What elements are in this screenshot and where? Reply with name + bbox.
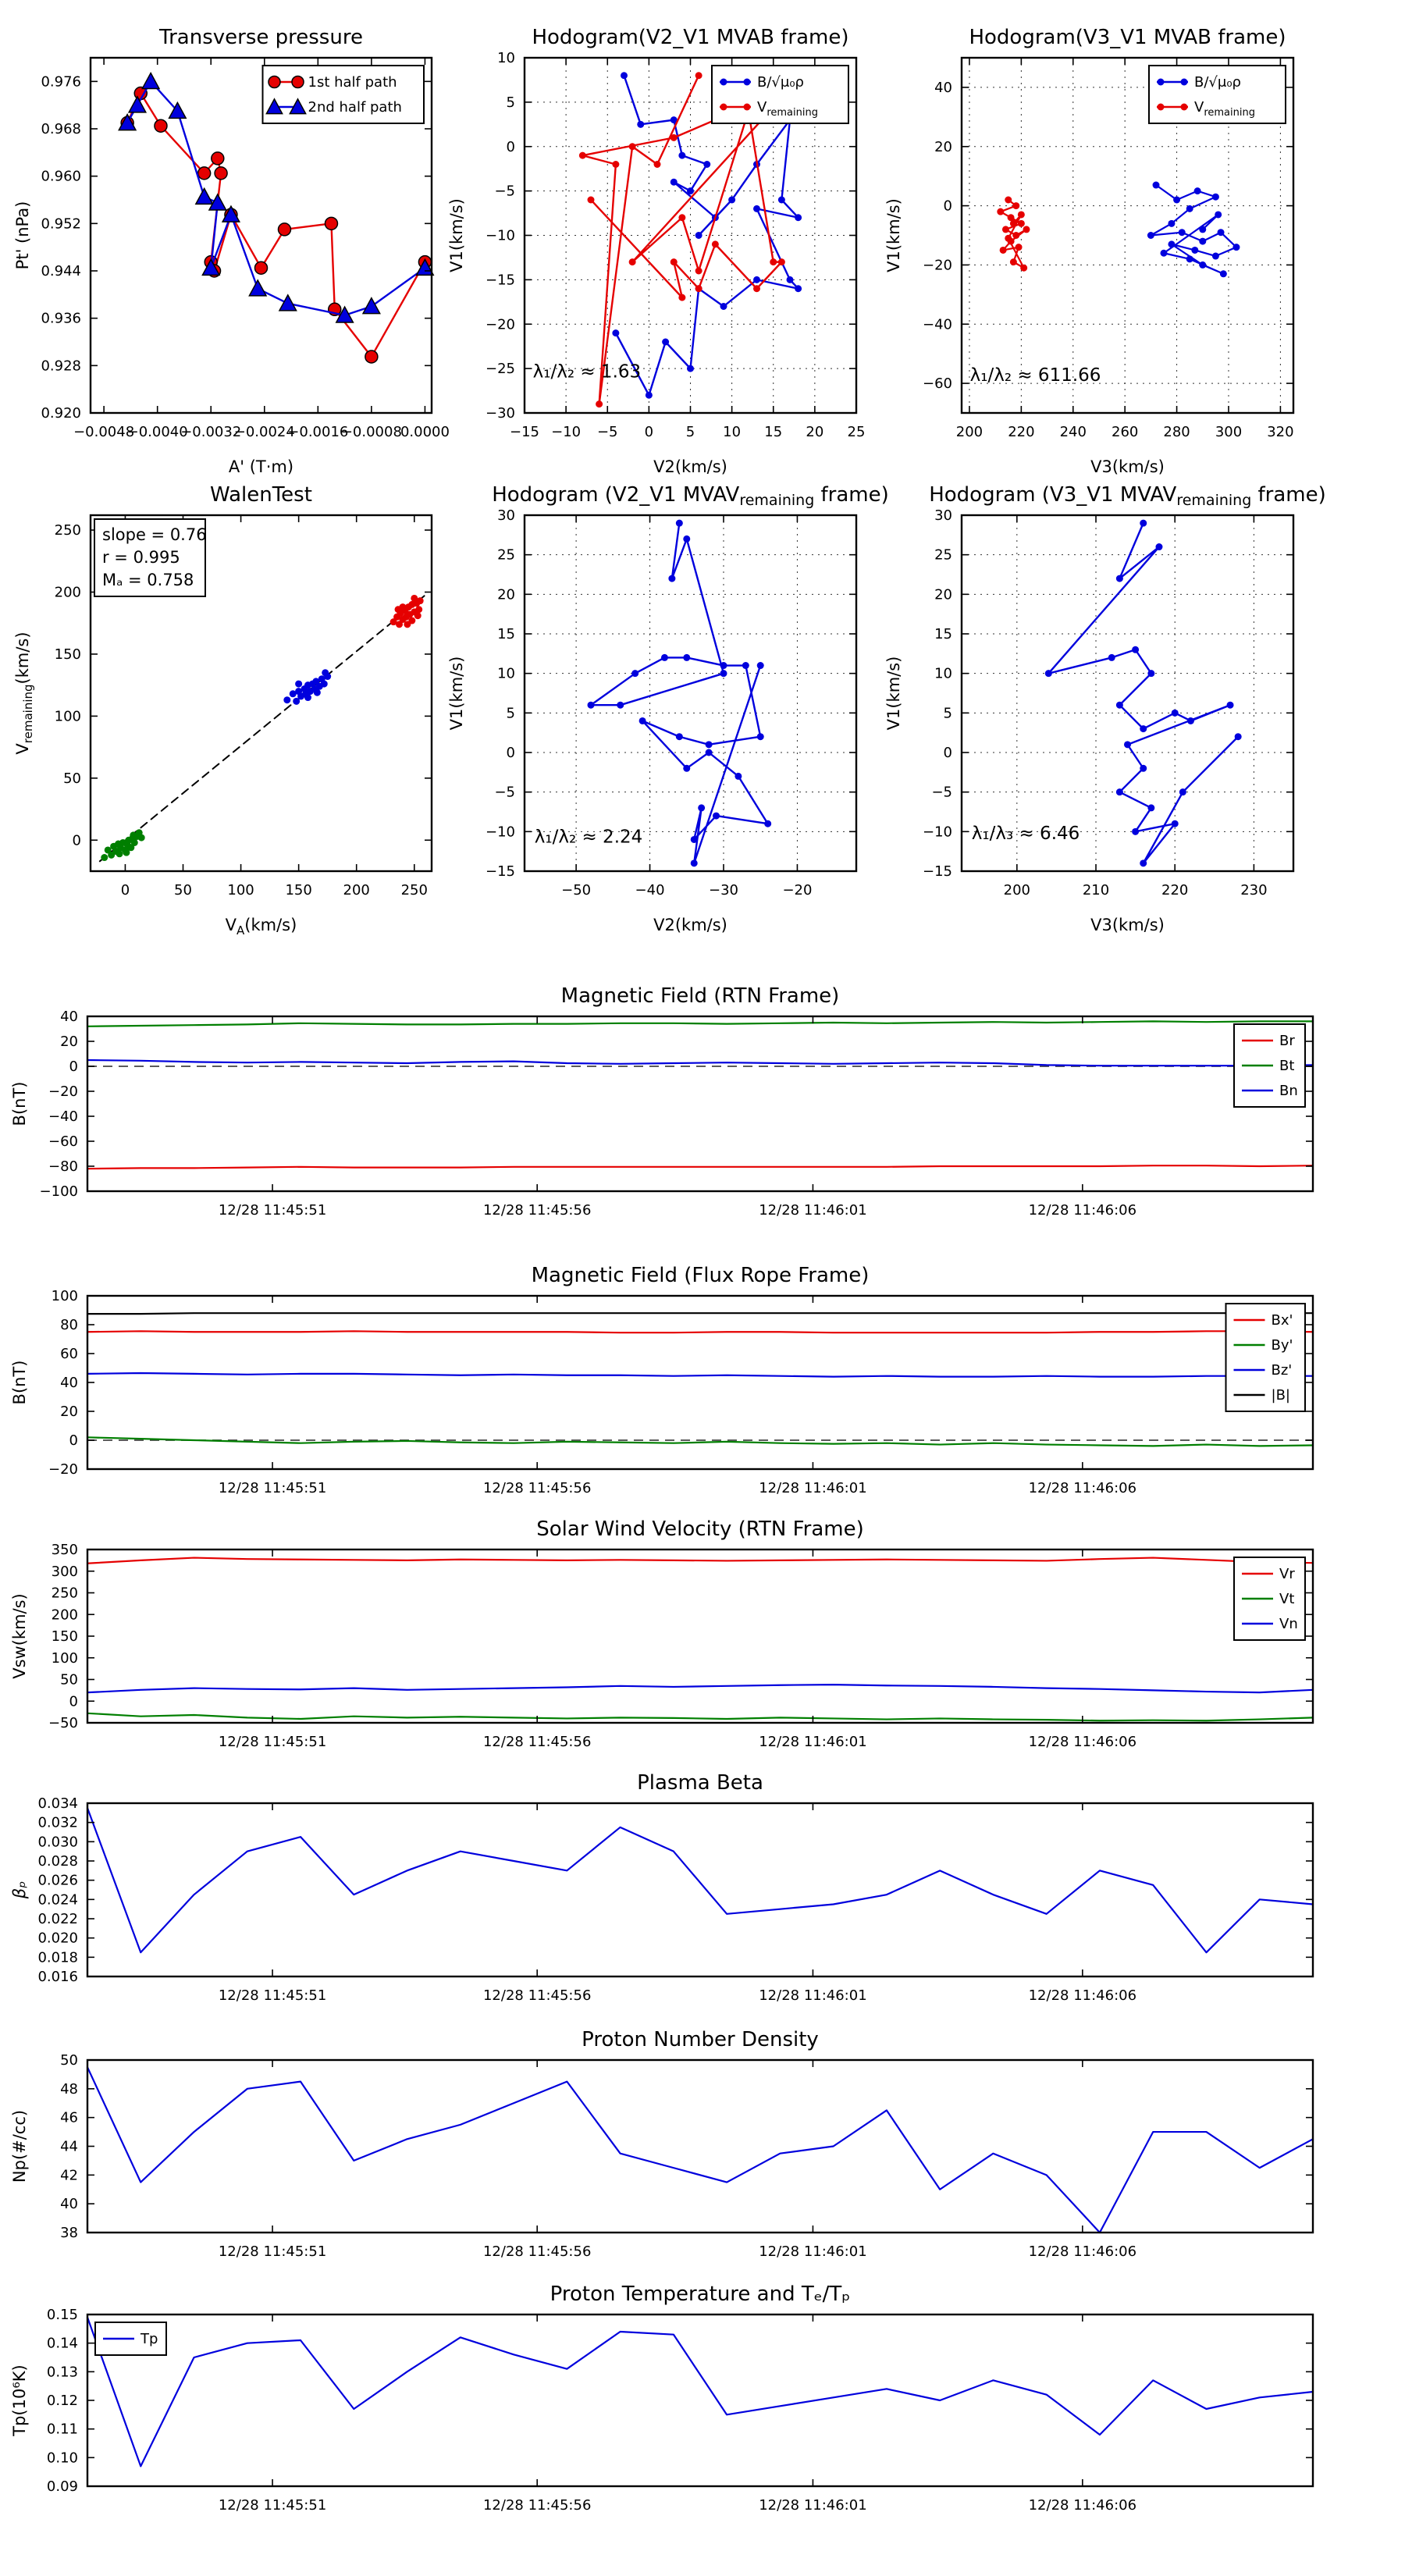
svg-text:0.09: 0.09 bbox=[46, 2478, 78, 2495]
svg-text:200: 200 bbox=[343, 882, 370, 898]
svg-text:12/28 11:45:51: 12/28 11:45:51 bbox=[218, 1987, 327, 2004]
svg-text:15: 15 bbox=[764, 424, 783, 440]
svg-text:280: 280 bbox=[1163, 424, 1190, 440]
svg-text:−25: −25 bbox=[486, 361, 515, 378]
svg-text:−10: −10 bbox=[486, 824, 515, 841]
svg-text:0.016: 0.016 bbox=[37, 1969, 78, 1985]
svg-text:5: 5 bbox=[943, 705, 952, 722]
svg-text:−5: −5 bbox=[931, 784, 952, 801]
svg-text:Tp: Tp bbox=[140, 2331, 158, 2347]
svg-text:−0.0016: −0.0016 bbox=[287, 424, 349, 440]
svg-text:80: 80 bbox=[60, 1317, 78, 1333]
svg-text:−50: −50 bbox=[561, 882, 592, 898]
svg-text:12/28 11:46:06: 12/28 11:46:06 bbox=[1028, 2497, 1137, 2514]
svg-text:Vremaining: $V_{remaining}$ bbox=[1194, 99, 1255, 119]
proton-density-ylabel: Np(#/cc) bbox=[10, 2109, 29, 2183]
svg-text:300: 300 bbox=[1215, 424, 1243, 440]
svg-text:Vn: Vn bbox=[1279, 1616, 1298, 1632]
svg-text:0: 0 bbox=[943, 197, 952, 215]
svg-text:−15: −15 bbox=[486, 272, 515, 289]
svg-text:12/28 11:46:06: 12/28 11:46:06 bbox=[1028, 1202, 1137, 1219]
svg-text:30: 30 bbox=[934, 507, 952, 524]
svg-text:100: 100 bbox=[54, 708, 81, 725]
svg-text:0.022: 0.022 bbox=[37, 1911, 78, 1927]
hodogram-v3v1-mvab-ylabel: V1(km/s) bbox=[884, 198, 903, 272]
svg-text:12/28 11:46:01: 12/28 11:46:01 bbox=[759, 1480, 867, 1496]
svg-text:0: 0 bbox=[506, 138, 515, 155]
svg-text:−30: −30 bbox=[709, 882, 738, 898]
proton-temperature-plot bbox=[0, 2265, 1361, 2564]
svg-text:0: 0 bbox=[644, 424, 654, 440]
b-rtn-ylabel: B(nT) bbox=[10, 1081, 29, 1126]
walen-test-ylabel: $V_{remaining}(km/s)$ bbox=[13, 632, 35, 755]
svg-text:−30: −30 bbox=[486, 405, 515, 422]
svg-text:Bn: Bn bbox=[1279, 1083, 1298, 1099]
svg-text:5: 5 bbox=[685, 424, 695, 440]
svg-text:50: 50 bbox=[60, 2052, 78, 2069]
svg-text:15: 15 bbox=[934, 626, 952, 642]
hodogram-v2v1-mvav-annotation: λ₁/λ₂ ≈ 2.24 bbox=[534, 827, 643, 848]
svg-text:12/28 11:46:01: 12/28 11:46:01 bbox=[759, 2497, 867, 2514]
walen-stats bbox=[94, 519, 207, 596]
proton-temperature-title: Proton Temperature and Tₑ/Tₚ bbox=[550, 2282, 851, 2306]
svg-text:12/28 11:46:06: 12/28 11:46:06 bbox=[1028, 1480, 1137, 1496]
hodogram-v2v1-mvab-xlabel: V2(km/s) bbox=[653, 457, 727, 476]
transverse-pressure-plot bbox=[0, 8, 480, 491]
svg-text:−20: −20 bbox=[782, 882, 813, 898]
svg-text:5: 5 bbox=[506, 94, 515, 111]
svg-text:12/28 11:46:01: 12/28 11:46:01 bbox=[759, 1202, 867, 1219]
hodogram-v3v1-mvab-plot bbox=[870, 8, 1342, 491]
plasma-beta-ylabel: βₚ bbox=[10, 1880, 29, 1899]
svg-text:12/28 11:45:56: 12/28 11:45:56 bbox=[482, 1202, 592, 1219]
svg-text:150: 150 bbox=[285, 882, 312, 898]
svg-text:0.018: 0.018 bbox=[37, 1949, 78, 1966]
svg-text:|B|: |B| bbox=[1271, 1387, 1290, 1404]
svg-text:20: 20 bbox=[934, 586, 952, 603]
svg-text:−20: −20 bbox=[48, 1083, 78, 1100]
svg-text:12/28 11:45:51: 12/28 11:45:51 bbox=[218, 2497, 327, 2514]
svg-text:200: 200 bbox=[54, 584, 81, 601]
svg-text:46: 46 bbox=[60, 2109, 78, 2126]
svg-text:Vr: Vr bbox=[1279, 1566, 1295, 1582]
svg-text:40: 40 bbox=[934, 79, 952, 96]
svg-text:12/28 11:45:56: 12/28 11:45:56 bbox=[482, 1734, 592, 1750]
transverse-pressure-title: Transverse pressure bbox=[159, 26, 363, 49]
svg-text:0.026: 0.026 bbox=[37, 1872, 78, 1889]
svg-text:−5: −5 bbox=[494, 784, 515, 801]
vsw-rtn-title: Solar Wind Velocity (RTN Frame) bbox=[536, 1517, 864, 1541]
svg-text:0: 0 bbox=[69, 1693, 78, 1710]
svg-text:−10: −10 bbox=[923, 824, 952, 841]
svg-text:200: 200 bbox=[1003, 882, 1031, 898]
svg-text:100: 100 bbox=[51, 1288, 78, 1304]
svg-text:12/28 11:45:51: 12/28 11:45:51 bbox=[218, 2243, 327, 2260]
svg-text:0.960: 0.960 bbox=[41, 168, 81, 185]
svg-text:−40: −40 bbox=[48, 1108, 78, 1125]
hodogram-v2v1-mvav-ylabel: V1(km/s) bbox=[447, 656, 466, 731]
hodogram-v3v1-mvav-title: Hodogram (V3_V1 MVAVremaining frame) bbox=[929, 483, 1326, 509]
chart-hodogram-v3v1-mvab bbox=[870, 8, 1342, 491]
svg-text:−0.0048: −0.0048 bbox=[73, 424, 135, 440]
svg-text:−40: −40 bbox=[635, 882, 665, 898]
svg-text:−20: −20 bbox=[486, 316, 515, 333]
hodogram-v3v1-mvav-plot bbox=[870, 465, 1342, 949]
svg-text:250: 250 bbox=[54, 522, 81, 539]
chart-magnetic-field-rtn bbox=[0, 966, 1361, 1269]
chart-transverse-pressure bbox=[0, 8, 480, 491]
svg-text:0: 0 bbox=[69, 1059, 78, 1075]
svg-text:0.12: 0.12 bbox=[46, 2393, 78, 2409]
svg-text:0.034: 0.034 bbox=[37, 1795, 78, 1812]
svg-text:0: 0 bbox=[72, 832, 81, 849]
svg-text:−0.0040: −0.0040 bbox=[126, 424, 188, 440]
svg-text:210: 210 bbox=[1082, 882, 1110, 898]
svg-text:12/28 11:46:06: 12/28 11:46:06 bbox=[1028, 1734, 1137, 1750]
walen-test-plot bbox=[0, 465, 480, 949]
svg-text:By': By' bbox=[1271, 1337, 1293, 1354]
svg-text:300: 300 bbox=[51, 1563, 78, 1580]
svg-text:20: 20 bbox=[934, 138, 952, 155]
svg-text:0: 0 bbox=[943, 745, 952, 761]
hodogram-v3v1-mvav-annotation: λ₁/λ₃ ≈ 6.46 bbox=[971, 823, 1080, 844]
svg-text:50: 50 bbox=[63, 770, 81, 787]
svg-text:Vt: Vt bbox=[1279, 1591, 1295, 1607]
svg-text:1st half path: 1st half path bbox=[308, 74, 397, 91]
svg-text:0.10: 0.10 bbox=[46, 2450, 78, 2467]
svg-text:0.944: 0.944 bbox=[41, 263, 81, 279]
svg-text:100: 100 bbox=[51, 1649, 78, 1667]
svg-text:20: 20 bbox=[806, 424, 824, 440]
svg-text:slope = 0.76: slope = 0.76 bbox=[102, 525, 207, 544]
svg-text:−50: −50 bbox=[48, 1715, 78, 1731]
svg-text:350: 350 bbox=[51, 1542, 78, 1558]
svg-text:0.028: 0.028 bbox=[37, 1853, 78, 1870]
chart-proton-temperature bbox=[0, 2265, 1361, 2564]
svg-text:5: 5 bbox=[506, 705, 515, 722]
svg-text:r = 0.995: r = 0.995 bbox=[102, 548, 180, 567]
svg-text:0.14: 0.14 bbox=[46, 2335, 78, 2352]
svg-text:200: 200 bbox=[955, 424, 984, 440]
svg-text:25: 25 bbox=[497, 546, 515, 564]
svg-text:0.0000: 0.0000 bbox=[400, 424, 450, 440]
svg-text:−0.0024: −0.0024 bbox=[233, 424, 295, 440]
hodogram-v2v1-mvab-annotation: λ₁/λ₂ ≈ 1.63 bbox=[532, 361, 642, 382]
chart-walen-test bbox=[0, 465, 480, 949]
svg-text:0: 0 bbox=[506, 745, 515, 761]
svg-text:320: 320 bbox=[1267, 424, 1294, 440]
svg-text:Bz': Bz' bbox=[1271, 1362, 1293, 1379]
proton-temperature-ylabel: Tp(10⁶K) bbox=[10, 2364, 29, 2436]
chart-hodogram-v2v1-mvab bbox=[432, 8, 905, 491]
svg-text:0.920: 0.920 bbox=[41, 405, 81, 422]
svg-text:25: 25 bbox=[934, 546, 952, 564]
svg-text:0.11: 0.11 bbox=[46, 2421, 78, 2438]
svg-text:Br: Br bbox=[1279, 1033, 1295, 1049]
svg-text:12/28 11:46:01: 12/28 11:46:01 bbox=[759, 1987, 867, 2004]
svg-text:250: 250 bbox=[51, 1585, 78, 1602]
svg-text:25: 25 bbox=[847, 424, 866, 440]
tp-legend bbox=[95, 2322, 166, 2355]
svg-text:Vremaining: $V_{remaining}$ bbox=[757, 99, 818, 119]
svg-text:38: 38 bbox=[60, 2225, 78, 2241]
svg-text:150: 150 bbox=[54, 646, 81, 663]
hodogram-v3v1-mvab-annotation: λ₁/λ₂ ≈ 611.66 bbox=[969, 365, 1101, 386]
svg-text:12/28 11:45:56: 12/28 11:45:56 bbox=[482, 2497, 592, 2514]
transverse-pressure-xlabel: A' (T·m) bbox=[228, 457, 294, 476]
svg-text:−60: −60 bbox=[923, 375, 952, 393]
svg-text:12/28 11:45:51: 12/28 11:45:51 bbox=[218, 1202, 327, 1219]
svg-text:230: 230 bbox=[1240, 882, 1268, 898]
b-flux-rope-ylabel: B(nT) bbox=[10, 1360, 29, 1405]
svg-text:220: 220 bbox=[1161, 882, 1189, 898]
svg-text:−5: −5 bbox=[494, 183, 515, 200]
svg-text:40: 40 bbox=[60, 2196, 78, 2213]
hodogram-v2v1-mvab-plot bbox=[432, 8, 905, 491]
svg-text:30: 30 bbox=[497, 507, 515, 524]
hodogram-v2v1-mvav-xlabel: V2(km/s) bbox=[653, 916, 727, 934]
svg-text:−20: −20 bbox=[48, 1461, 78, 1478]
svg-text:−15: −15 bbox=[923, 863, 952, 880]
svg-text:10: 10 bbox=[934, 665, 952, 682]
b-flux-rope-legend bbox=[1226, 1304, 1306, 1411]
svg-text:0.936: 0.936 bbox=[41, 310, 81, 327]
b-rtn-title: Magnetic Field (RTN Frame) bbox=[560, 984, 840, 1008]
svg-text:250: 250 bbox=[400, 882, 428, 898]
plasma-beta-title: Plasma Beta bbox=[637, 1771, 763, 1795]
svg-text:0.030: 0.030 bbox=[37, 1834, 78, 1851]
svg-text:−15: −15 bbox=[486, 863, 515, 880]
svg-text:0.020: 0.020 bbox=[37, 1930, 78, 1947]
svg-text:−20: −20 bbox=[923, 257, 952, 274]
svg-text:0.968: 0.968 bbox=[41, 121, 81, 137]
svg-text:−80: −80 bbox=[48, 1158, 78, 1175]
hodogram-v2v1-mvab-ylabel: V1(km/s) bbox=[447, 198, 466, 272]
svg-text:50: 50 bbox=[60, 1671, 78, 1688]
svg-text:−100: −100 bbox=[39, 1183, 78, 1200]
svg-text:12/28 11:46:01: 12/28 11:46:01 bbox=[759, 1734, 867, 1750]
hodogram-v3v1-mvab-title: Hodogram(V3_V1 MVAB frame) bbox=[969, 26, 1286, 49]
svg-text:10: 10 bbox=[497, 50, 515, 66]
b-flux-rope-title: Magnetic Field (Flux Rope Frame) bbox=[531, 1264, 870, 1287]
svg-text:220: 220 bbox=[1008, 424, 1035, 440]
vsw-legend bbox=[1234, 1557, 1305, 1640]
svg-text:12/28 11:46:06: 12/28 11:46:06 bbox=[1028, 1987, 1137, 2004]
svg-text:20: 20 bbox=[60, 1034, 78, 1050]
svg-text:0.976: 0.976 bbox=[41, 73, 81, 91]
svg-text:150: 150 bbox=[51, 1628, 78, 1645]
svg-text:12/28 11:46:01: 12/28 11:46:01 bbox=[759, 2243, 867, 2260]
chart-hodogram-v2v1-mvav bbox=[432, 465, 905, 949]
walen-test-xlabel: $V_A(km/s)$ bbox=[225, 916, 297, 938]
svg-text:40: 40 bbox=[60, 1375, 78, 1391]
walen-test-title: WalenTest bbox=[210, 483, 312, 507]
svg-text:0.928: 0.928 bbox=[41, 358, 81, 375]
hodogram-v2v1-mvav-title: Hodogram (V2_V1 MVAVremaining frame) bbox=[492, 483, 889, 509]
svg-text:−40: −40 bbox=[923, 316, 952, 333]
svg-text:0.15: 0.15 bbox=[46, 2307, 78, 2323]
transverse-pressure-ylabel: Pt' (nPa) bbox=[13, 201, 32, 270]
svg-text:0.024: 0.024 bbox=[37, 1891, 78, 1909]
svg-text:B/√μ₀ρ: B/√μ₀ρ bbox=[1194, 74, 1241, 91]
svg-text:12/28 11:45:56: 12/28 11:45:56 bbox=[482, 2243, 592, 2260]
svg-text:0.952: 0.952 bbox=[41, 215, 81, 233]
transverse-pressure-legend bbox=[263, 66, 425, 123]
svg-text:12/28 11:45:51: 12/28 11:45:51 bbox=[218, 1480, 327, 1496]
svg-text:0.032: 0.032 bbox=[37, 1814, 78, 1831]
chart-hodogram-v3v1-mvav bbox=[870, 465, 1342, 949]
svg-text:0.13: 0.13 bbox=[46, 2364, 78, 2381]
svg-text:48: 48 bbox=[60, 2080, 78, 2097]
proton-density-title: Proton Number Density bbox=[582, 2028, 819, 2051]
svg-text:−10: −10 bbox=[486, 227, 515, 244]
svg-text:40: 40 bbox=[60, 1009, 78, 1025]
hodogram-v3v1-mvab-legend bbox=[1149, 66, 1286, 123]
svg-text:20: 20 bbox=[497, 586, 515, 603]
b-rtn-legend bbox=[1234, 1024, 1305, 1107]
svg-text:−5: −5 bbox=[596, 424, 618, 440]
svg-text:Bx': Bx' bbox=[1271, 1312, 1293, 1329]
svg-text:10: 10 bbox=[497, 665, 515, 682]
svg-text:B/√μ₀ρ: B/√μ₀ρ bbox=[757, 74, 804, 91]
svg-text:50: 50 bbox=[174, 882, 192, 898]
svg-text:Bt: Bt bbox=[1279, 1058, 1295, 1074]
svg-text:−60: −60 bbox=[48, 1133, 78, 1150]
b-rtn-plot bbox=[0, 966, 1361, 1269]
hodogram-v2v1-mvav-plot bbox=[432, 465, 905, 949]
svg-text:12/28 11:46:06: 12/28 11:46:06 bbox=[1028, 2243, 1137, 2260]
svg-text:12/28 11:45:56: 12/28 11:45:56 bbox=[482, 1987, 592, 2004]
svg-text:15: 15 bbox=[497, 626, 515, 642]
hodogram-v2v1-mvab-legend bbox=[712, 66, 848, 123]
svg-text:200: 200 bbox=[51, 1606, 78, 1624]
hodogram-v2v1-mvab-title: Hodogram(V2_V1 MVAB frame) bbox=[532, 26, 849, 49]
svg-text:−10: −10 bbox=[551, 424, 582, 440]
svg-text:2nd half path: 2nd half path bbox=[308, 99, 402, 116]
svg-text:−0.0008: −0.0008 bbox=[340, 424, 402, 440]
svg-text:Mₐ = 0.758: Mₐ = 0.758 bbox=[102, 571, 194, 589]
svg-text:60: 60 bbox=[60, 1346, 78, 1362]
vsw-rtn-ylabel: Vsw(km/s) bbox=[10, 1593, 29, 1679]
svg-text:42: 42 bbox=[60, 2167, 78, 2184]
hodogram-v3v1-mvav-xlabel: V3(km/s) bbox=[1090, 916, 1165, 934]
hodogram-v3v1-mvav-ylabel: V1(km/s) bbox=[884, 656, 903, 731]
svg-text:12/28 11:45:51: 12/28 11:45:51 bbox=[218, 1734, 327, 1750]
svg-text:0: 0 bbox=[69, 1432, 78, 1449]
hodogram-v3v1-mvab-xlabel: V3(km/s) bbox=[1090, 457, 1165, 476]
svg-text:−15: −15 bbox=[510, 424, 539, 440]
svg-text:20: 20 bbox=[60, 1404, 78, 1420]
svg-text:10: 10 bbox=[723, 424, 742, 440]
svg-text:−0.0032: −0.0032 bbox=[180, 424, 242, 440]
svg-text:100: 100 bbox=[227, 882, 254, 898]
svg-text:260: 260 bbox=[1112, 424, 1139, 440]
svg-text:12/28 11:45:56: 12/28 11:45:56 bbox=[482, 1480, 592, 1496]
svg-text:240: 240 bbox=[1059, 424, 1087, 440]
svg-text:0: 0 bbox=[120, 882, 130, 898]
svg-text:44: 44 bbox=[60, 2138, 78, 2155]
